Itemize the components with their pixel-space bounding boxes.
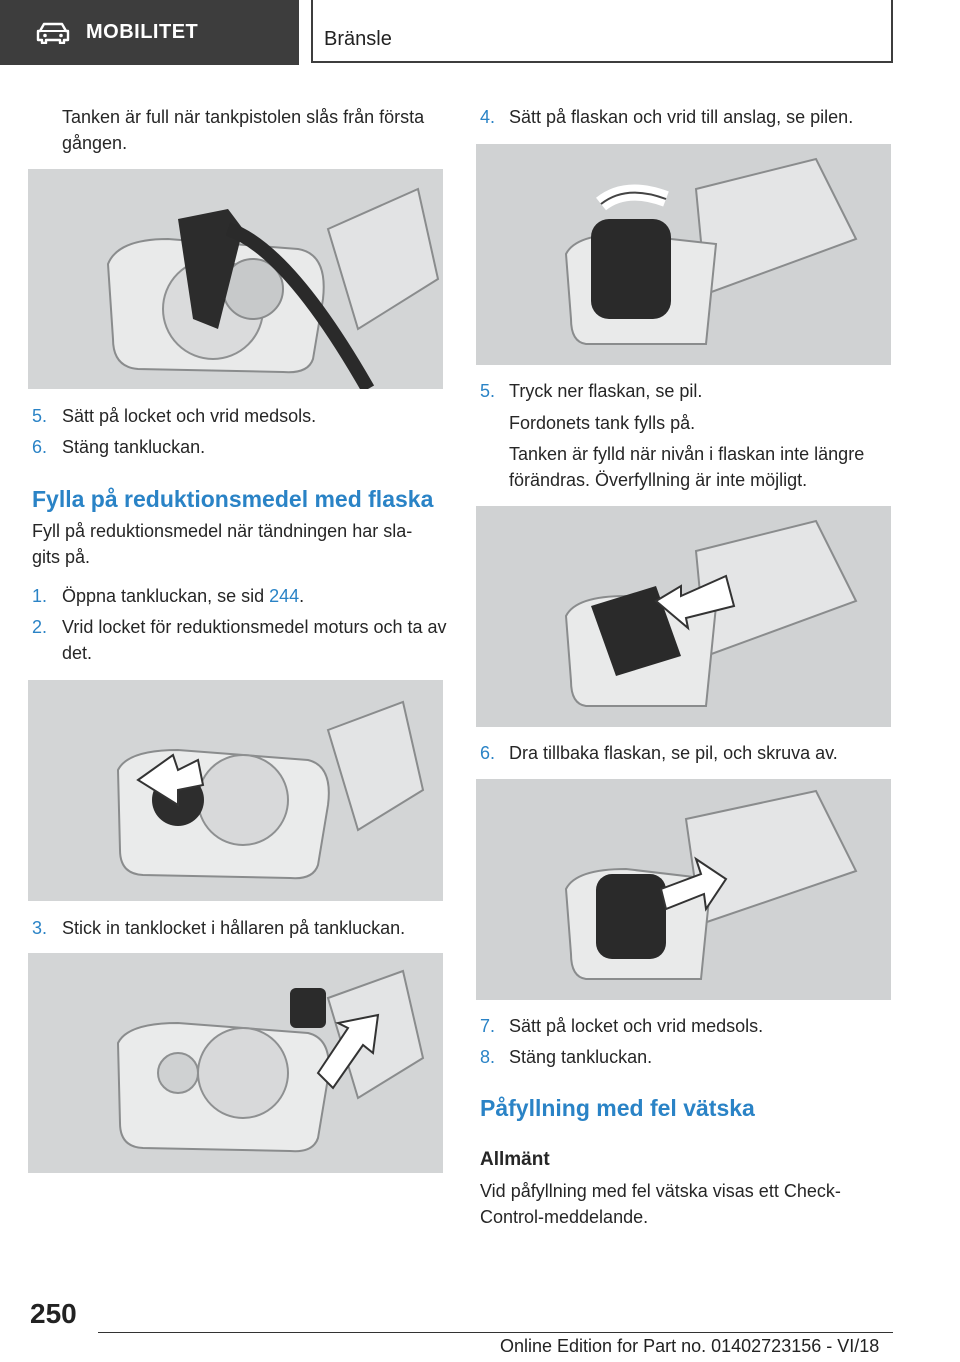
footer-edition: Online Edition for Part no. 01402723156 - VI/18 [500,1336,880,1356]
page-number: 250 [30,1298,77,1329]
step-number: 2. [32,617,48,637]
figure-fuel-nozzle [28,169,443,389]
section-heading: Påfyllning med fel vätska [480,1095,755,1121]
chapter-header [311,0,893,63]
section-tab[interactable] [0,0,299,65]
step-number: 7. [480,1016,496,1036]
step-subtext: Tanken är fylld när nivån i flaskan inte längre förändras. Överfyllning är inte möjligt. [509,444,865,490]
step-subtext: Fordonets tank fylls på. [509,413,696,433]
figure-attach-bottle [476,144,891,365]
footer-divider [98,1332,893,1333]
figure-remove-bottle [476,779,891,1000]
step-text: Stäng tankluckan. [62,437,206,457]
figure-open-cap [28,680,443,901]
step-text: Sätt på flaskan och vrid till anslag, se pilen. [509,107,854,127]
chapter-title: Bränsle [324,28,392,50]
step-text: Tryck ner flaskan, se pil. [509,381,703,401]
step-number: 8. [480,1047,496,1067]
step-number: 1. [32,586,48,606]
step-text: Sätt på locket och vrid medsols. [509,1016,764,1036]
figure-press-bottle [476,506,891,727]
section-heading: Fylla på reduktionsmedel med flaska [32,486,434,512]
section-paragraph: Fyll på reduktionsmedel när tändningen har sla-gits på. [32,521,413,567]
step-text: Stäng tankluckan. [509,1047,653,1067]
step-text: Stick in tanklocket i hållaren på tankluckan. [62,918,406,938]
figure-cap-holder [28,953,443,1173]
step-number: 6. [32,437,48,457]
page-link[interactable]: 244 [269,586,300,606]
step-text: Öppna tankluckan, se sid 244. [62,586,305,606]
intro-text: Tanken är full när tankpistolen slås från första gången. [62,107,425,153]
car-icon [36,22,70,44]
step-number: 3. [32,918,48,938]
subsection-heading: Allmänt [480,1149,550,1170]
step-text: Dra tillbaka flaskan, se pil, och skruva av. [509,743,838,763]
step-number: 4. [480,107,496,127]
section-paragraph: Vid påfyllning med fel vätska visas ett Check-Control-meddelande. [480,1181,841,1227]
step-number: 6. [480,743,496,763]
step-number: 5. [480,381,496,401]
section-label: MOBILITET [86,21,199,43]
step-text: Sätt på locket och vrid medsols. [62,406,317,426]
step-number: 5. [32,406,48,426]
step-text: Vrid locket för reduktionsmedel moturs och ta av det. [62,617,447,663]
